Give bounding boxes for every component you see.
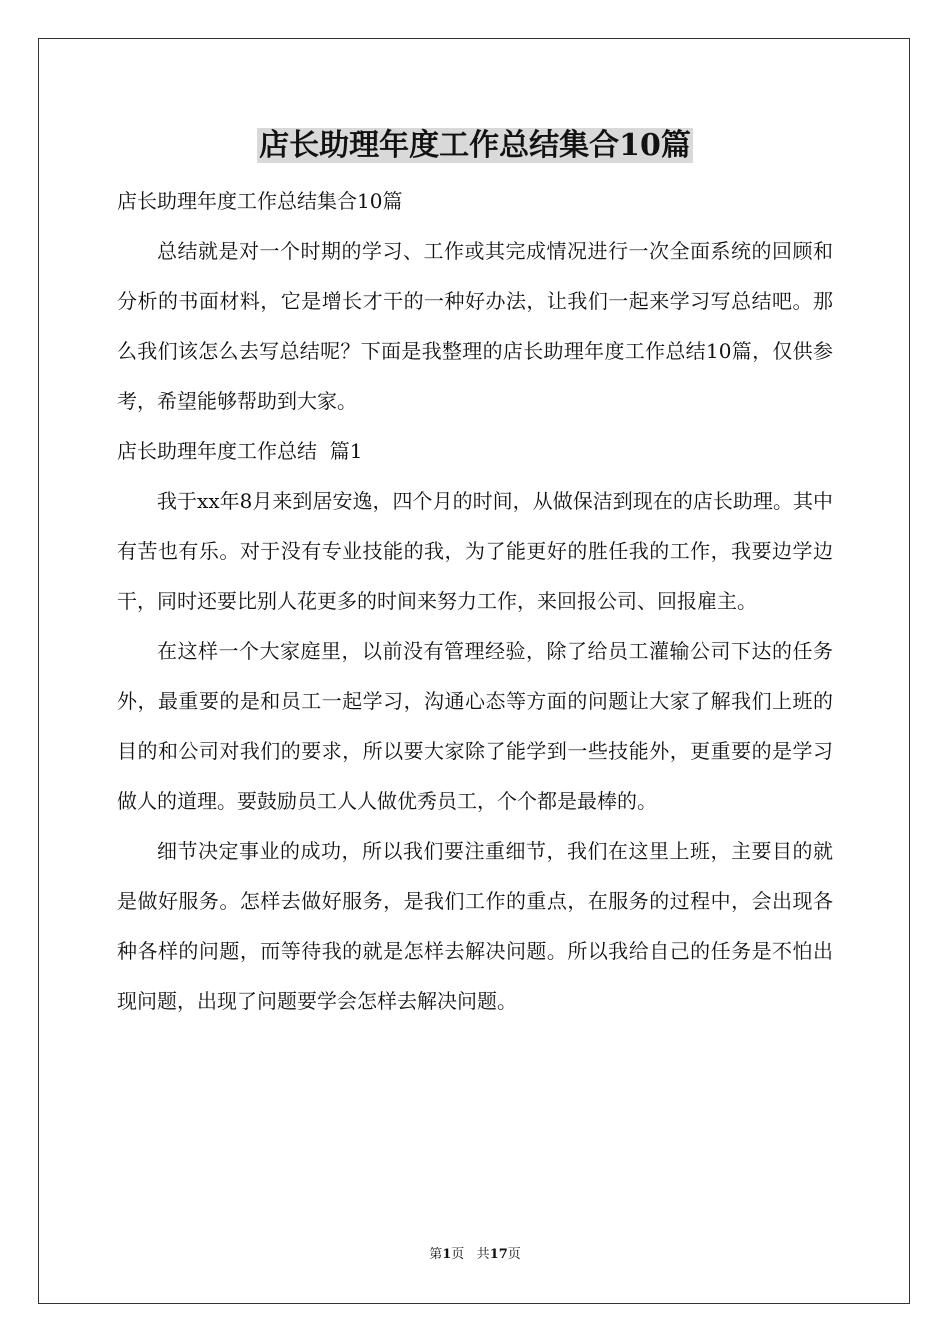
document-title — [0, 124, 950, 168]
document-body — [117, 176, 833, 1026]
paragraph: 我于xx年8月来到居安逸，四个月的时间，从做保洁到现在的店长助理。其中有苦也有乐。对于没有专业技能的我，为了能更好的胜任我的工作，我要边学边干，同时还要比别人花更多的时间来努力工作，来回报公司、回报雇主。 — [117, 489, 833, 613]
footer-total-suffix: 页 — [507, 1247, 521, 1262]
page-footer — [0, 1246, 950, 1264]
document-title-text: 店长助理年度工作总结集合10篇 — [259, 128, 691, 163]
paragraph: 细节决定事业的成功，所以我们要注重细节，我们在这里上班，主要目的就是做好服务。怎样去做好服务，是我们工作的重点，在服务的过程中，会出现各种各样的问题，而等待我的就是怎样去解决问题。所以我给自己的任务是不怕出现问题，出现了问题要学会怎样去解决问题。 — [117, 839, 833, 1013]
footer-prefix: 第 — [429, 1247, 443, 1262]
paragraph: 总结就是对一个时期的学习、工作或其完成情况进行一次全面系统的回顾和分析的书面材料，它是增长才干的一种好办法，让我们一起来学习写总结吧。那么我们该怎么去写总结呢？下面是我整理的店长助理年度工作总结10篇，仅供参考，希望能够帮助到大家。 — [117, 239, 833, 413]
footer-page-suffix: 页 — [451, 1247, 465, 1262]
paragraph: 店长助理年度工作总结集合10篇 — [117, 189, 403, 213]
footer-total-prefix: 共 — [476, 1247, 490, 1262]
footer-page-number: 1 — [442, 1247, 452, 1262]
footer-total-pages: 17 — [489, 1247, 508, 1262]
paragraph: 在这样一个大家庭里，以前没有管理经验，除了给员工灌输公司下达的任务外，最重要的是和员工一起学习，沟通心态等方面的问题让大家了解我们上班的目的和公司对我们的要求，所以要大家除了能学到一些技能外，更重要的是学习做人的道理。要鼓励员工人人做优秀员工，个个都是最棒的。 — [117, 639, 833, 813]
section-heading: 店长助理年度工作总结 篇1 — [117, 439, 363, 463]
